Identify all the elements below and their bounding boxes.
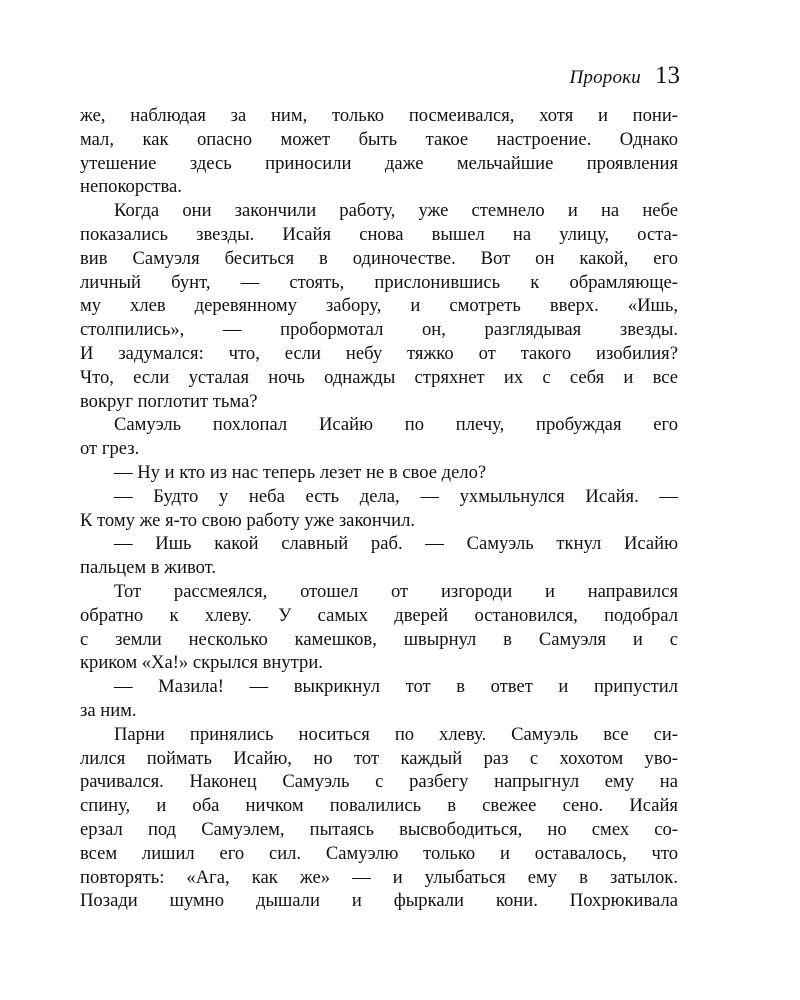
text-line: от грез.: [80, 438, 140, 460]
text-line: же, наблюдая за ним, только посмеивался, хотя и пони-: [80, 105, 678, 126]
text-line: Парни принялись носиться по хлеву. Самуэль все си-: [114, 723, 678, 745]
text-line: Тот рассмеялся, отошел от изгороди и направился: [114, 580, 678, 602]
text-line: Когда они закончили работу, уже стемнело и на небе: [114, 200, 678, 222]
text-line: с земли несколько камешков, швырнул в Самуэля и с: [80, 628, 678, 650]
body-text: [80, 104, 678, 913]
text-line: мал, как опасно может быть такое настроение. Однако: [80, 128, 678, 150]
text-line: столпились», — пробормотал он, разглядывая звезды.: [80, 319, 678, 341]
text-line: ерзал под Самуэлем, пытаясь высвободиться, но смех со-: [80, 818, 678, 840]
text-line: Что, если усталая ночь однажды стряхнет их с себя и все: [80, 366, 678, 388]
text-line: — Ну и кто из нас теперь лезет не в свое дело?: [114, 461, 487, 483]
text-line: — Будто у неба есть дела, — ухмыльнулся Исайя. —: [114, 485, 678, 507]
text-line: му хлев деревянному забору, и смотреть вверх. «Ишь,: [80, 295, 678, 317]
text-line: криком «Ха!» скрылся внутри.: [80, 652, 323, 674]
text-line: вокруг поглотит тьма?: [80, 390, 258, 412]
text-line: лился поймать Исайю, но тот каждый раз с хохотом уво-: [80, 747, 678, 769]
text-line: рачивался. Наконец Самуэль с разбегу напрыгнул ему на: [80, 771, 678, 793]
text-line: всем лишил его сил. Самуэлю только и оставалось, что: [80, 842, 678, 864]
text-line: — Мазила! — выкрикнул тот в ответ и припустил: [114, 676, 678, 698]
running-head-title: Пророки: [569, 67, 641, 88]
text-line: Самуэль похлопал Исайю по плечу, пробуждая его: [114, 414, 678, 436]
text-line: показались звезды. Исайя снова вышел на улицу, оста-: [80, 223, 678, 245]
text-line: утешение здесь приносили даже мельчайшие проявления: [80, 152, 678, 174]
text-line: личный бунт, — стоять, прислонившись к обрамляюще-: [80, 271, 678, 293]
page-number: 13: [655, 62, 680, 89]
running-head: [569, 62, 680, 90]
text-line: непокорства.: [80, 176, 182, 198]
text-line: И задумался: что, если небу тяжко от такого изобилия?: [80, 342, 678, 364]
text-line: повторять: «Ага, как же» — и улыбаться ему в затылок.: [80, 866, 678, 888]
text-line: Позади шумно дышали и фыркали кони. Похрюкивала: [80, 890, 678, 912]
text-line: К тому же я-то свою работу уже закончил.: [80, 509, 416, 531]
text-line: пальцем в живот.: [80, 557, 217, 579]
text-line: спину, и оба ничком повалились в свежее сено. Исайя: [80, 795, 678, 817]
text-line: обратно к хлеву. У самых дверей остановился, подобрал: [80, 604, 678, 626]
text-line: вив Самуэля беситься в одиночестве. Вот он какой, его: [80, 247, 678, 269]
text-line: за ним.: [80, 699, 137, 721]
text-line: — Ишь какой славный раб. — Самуэль ткнул Исайю: [114, 533, 678, 555]
